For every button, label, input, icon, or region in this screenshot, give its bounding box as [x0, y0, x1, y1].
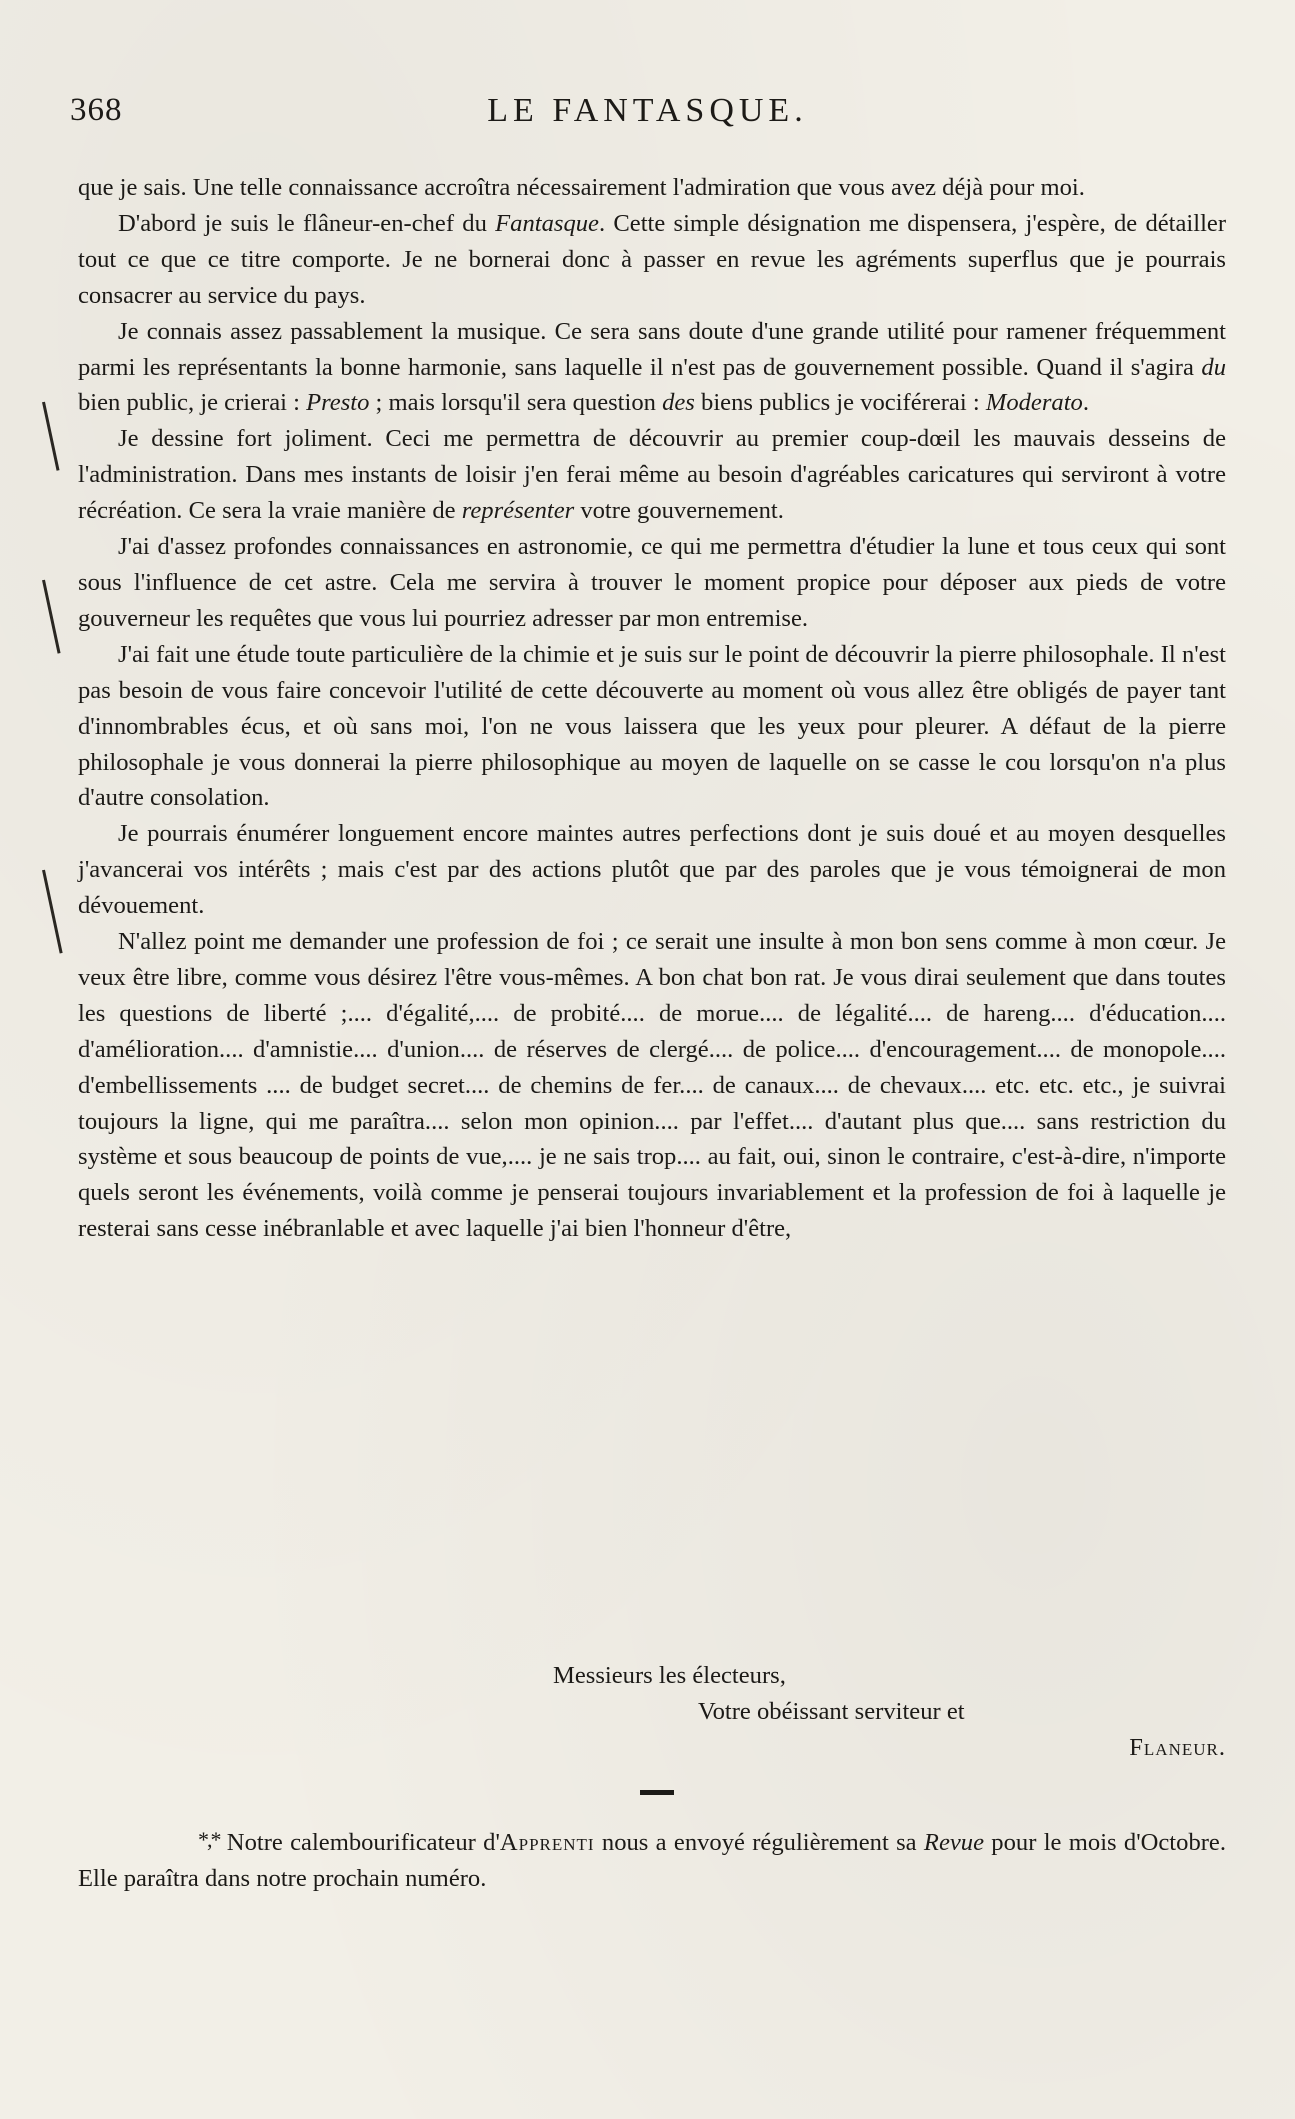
paragraph-text: votre gouvernement. [574, 497, 784, 525]
signature-closing: Votre obéissant serviteur et [698, 1698, 965, 1725]
body-paragraph [78, 206, 1226, 314]
paragraph-text: que je sais. Une telle connaissance accroîtra nécessairement l'admiration que vous avez déjà pour moi. [78, 174, 1085, 201]
note-italic: Revue [923, 1829, 984, 1856]
article-body [78, 170, 1226, 1247]
note-text: Notre calembourificateur d' [219, 1829, 500, 1856]
paragraph-text: . [1082, 389, 1089, 417]
margin-mark [42, 402, 59, 471]
signature-salutation: Messieurs les électeurs, [553, 1662, 786, 1689]
italic-text: du [1201, 353, 1226, 381]
asterism: *,* [198, 1827, 220, 1852]
page-number: 368 [70, 92, 123, 128]
paragraph-text: Je connais assez passablement la musique. Ce sera sans doute d'une grande utilité pour ramener fréquemment parmi les représentants la bonne harmonie, sans laquelle il n'est pas de gouvernement possible. Quand il s'agira [78, 317, 1226, 381]
running-title: LE FANTASQUE. [487, 92, 808, 129]
paragraph-text: J'ai d'assez profondes connaissances en astronomie, ce qui me permettra d'étudier la lune et tous ceux qui sont sous l'influence de cet astre. Cela me servira à trouver le moment propice pour déposer aux pieds de votre gouverneur les requêtes que vous lui pourriez adresser par mon entremise. [78, 533, 1226, 632]
margin-mark [42, 870, 63, 954]
note-text: pour le mois d'Octobre. Elle paraîtra dans notre prochain numéro. [78, 1829, 1226, 1892]
paragraph-text: Je dessine fort joliment. Ceci me permettra de découvrir au premier coup-dœil les mauvais desseins de l'administration. Dans mes instants de loisir j'en ferai même au besoin d'agréables caricatures qui serviront à votre récréation. Ce sera la vraie manière de [78, 425, 1226, 525]
paragraph-text: . Cette simple désignation me dispensera, j'espère, de détailler tout ce que ce titre comporte. Je ne bornerai donc à passer en revue les agréments superflus que je pourrais consacrer au service du pays. [78, 209, 1227, 309]
paragraph-text: biens publics je vociférerai : [694, 389, 986, 417]
body-paragraph [78, 816, 1226, 924]
signature-name: Flaneur. [1129, 1734, 1226, 1761]
signature-block [78, 1658, 1226, 1766]
body-paragraph [78, 637, 1226, 817]
body-paragraph [78, 421, 1226, 529]
page-header [0, 92, 1295, 140]
body-paragraph [78, 314, 1226, 422]
margin-mark [42, 580, 61, 654]
body-paragraph [78, 170, 1226, 206]
paragraph-text: N'allez point me demander une profession de foi ; ce serait une insulte à mon bon sens comme à mon cœur. Je veux être libre, comme vous désirez l'être vous-mêmes. A bon chat bon rat. Je vous dirai seulement que dans toutes les questions de liberté ;.... d'égalité,.... de probité.... de morue.... de légalité.... de hareng.... d'éducation.... d'amélioration.... d'amnistie.... d'union.... de réserves de clergé.... de police.... d'encouragement.... de monopole.... d'embellissements .... de budget secret.... de chemins de fer.... de canaux.... de chevaux.... etc. etc. etc., je suivrai toujours la ligne, qui me paraîtra.... selon mon opinion.... par l'effet.... d'autant plus que.... sans restriction du système et sous beaucoup de points de vue,.... je ne sais trop.... au fait, oui, sinon le contraire, c'est-à-dire, n'importe quels seront les événements, voilà comme je penserai toujours invariablement et la profession de foi à laquelle je resterai sans cesse inébranlable et avec laquelle j'ai bien l'honneur d'être, [78, 928, 1226, 1243]
paragraph-text: bien public, je crierai : [78, 389, 307, 417]
editorial-note [78, 1822, 1226, 1897]
italic-text: des [662, 389, 695, 417]
note-paragraph [78, 1822, 1226, 1897]
body-paragraph [78, 924, 1226, 1247]
italic-text: représenter [461, 497, 575, 525]
paragraph-text: D'abord je suis le flâneur-en-chef du [118, 209, 496, 237]
body-paragraph [78, 529, 1226, 637]
section-divider [640, 1790, 674, 1795]
paragraph-text: Je pourrais énumérer longuement encore maintes autres perfections dont je suis doué et au moyen desquelles j'avancerai vos intérêts ; mais c'est par des actions plutôt que par des paroles que je vous témoignerai de mon dévouement. [78, 820, 1226, 920]
note-text: nous a envoyé régulièrement sa [594, 1829, 924, 1856]
italic-text: Presto [306, 389, 370, 417]
note-small-caps: Apprenti [499, 1829, 595, 1856]
italic-text: Fantasque [495, 209, 599, 237]
paragraph-text: J'ai fait une étude toute particulière de la chimie et je suis sur le point de découvrir la pierre philosophale. Il n'est pas besoin de vous faire concevoir l'utilité de cette découverte au moment où vous allez être obligés de payer tant d'innombrables écus, et où sans moi, l'on ne vous laissera que les yeux pour pleurer. A défaut de la pierre philosophale je vous donnerai la pierre philosophique au moyen de laquelle on se casse le cou lorsqu'on n'a plus d'autre consolation. [78, 640, 1226, 812]
italic-text: Moderato [985, 389, 1083, 417]
paragraph-text: ; mais lorsqu'il sera question [369, 389, 663, 417]
